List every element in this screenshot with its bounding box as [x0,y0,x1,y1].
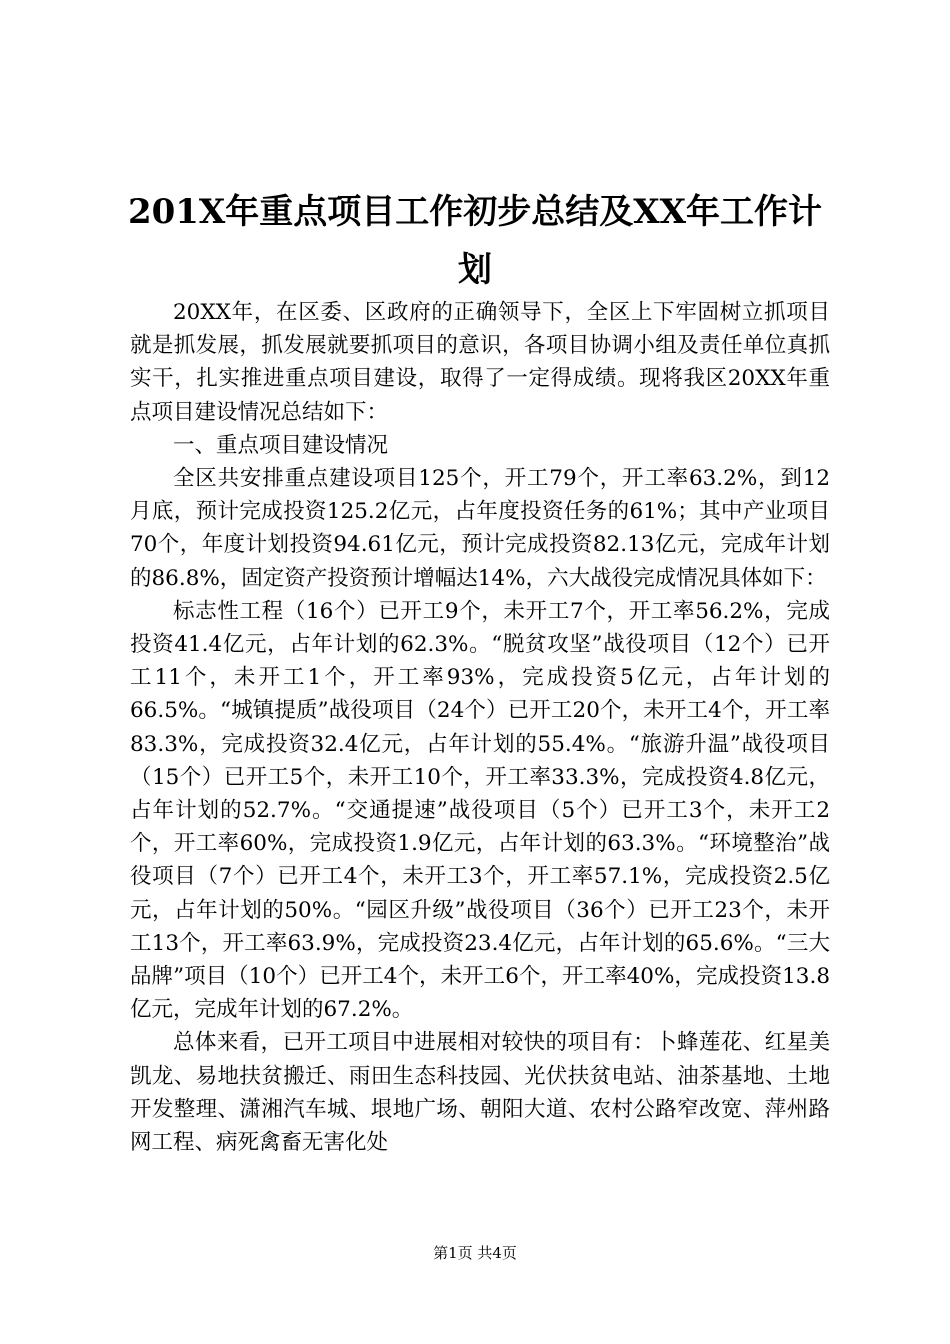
section-heading: 一、重点项目建设情况 [173,432,389,458]
summary-paragraph: 总体来看，已开工项目中进展相对较快的项目有：卜蜂莲花、红星美凯龙、易地扶贫搬迁、雨田生态科技园、光伏扶贫电站、油茶基地、土地开发整理、潇湘汽车城、垠地广场、朝阳大道、农村公路窄改宽、萍州路网工程、病死禽畜无害化处 [130,1030,830,1156]
page-footer: 第1页 共4页 [433,1244,517,1262]
campaign-details-paragraph: 标志性工程（16个）已开工9个，未开工7个，开工率56.2%，完成投资41.4亿元，占年计划的62.3%。“脱贫攻坚”战役项目（12个）已开工11个，未开工1个，开工率93%，完成投资5亿元，占年计划的66.5%。“城镇提质”战役项目（24个）已开工20个，未开工4个，开工率83.3%，完成投资32.4亿元，占年计划的55.4%。“旅游升温”战役项目（15个）已开工5个，未开工10个，开工率33.3%，完成投资4.8亿元，占年计划的52.7%。“交通提速”战役项目（5个）已开工3个，未开工2个，开工率60%，完成投资1.9亿元，占年计划的63.3%。“环境整治”战役项目（7个）已开工4个，未开工3个，开工率57.1%，完成投资2.5亿元，占年计划的50%。“园区升级”战役项目（36个）已开工23个，未开工13个，开工率63.9%，完成投资23.4亿元，占年计划的65.6%。“三大品牌”项目（10个）已开工4个，未开工6个，开工率40%，完成投资13.8亿元，完成年计划的67.2%。 [130,598,830,1023]
intro-paragraph: 20XX年，在区委、区政府的正确领导下，全区上下牢固树立抓项目就是抓发展，抓发展就要抓项目的意识，各项目协调小组及责任单位真抓实干，扎实推进重点项目建设，取得了一定得成绩。现将我区20XX年重点项目建设情况总结如下： [130,300,830,425]
overview-paragraph: 全区共安排重点建设项目125个，开工79个，开工率63.2%，到12月底，预计完成投资125.2亿元，占年度投资任务的61%；其中产业项目70个，年度计划投资94.61亿元，预计完成投资82.13亿元，完成年计划的86.8%，固定资产投资预计增幅达14%，六大战役完成情况具体如下： [130,466,830,591]
document-title: 201X年重点项目工作初步总结及XX年工作计划 [127,192,823,290]
document-body [130,296,830,1159]
